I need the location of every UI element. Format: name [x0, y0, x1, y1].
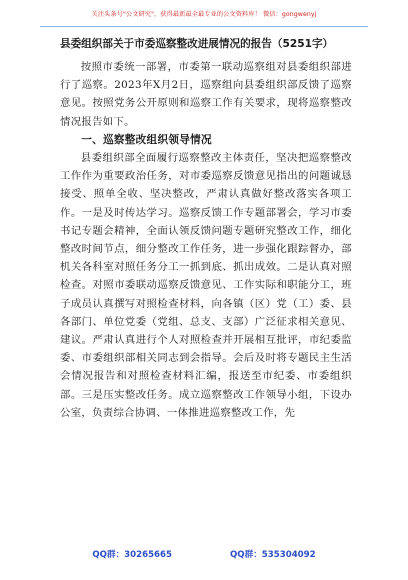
banner-text: 关注头条号"公文研究"，获得最新最全最专业的公文资料库！ 微信：gongwenyj [91, 10, 317, 18]
section-heading: 一、巡察整改组织领导情况 [81, 133, 212, 146]
header-banner [40, 0, 368, 27]
body-paragraph: 县委组织部全面履行巡察整改主体责任，坚决把巡察整改工作作为重要政治任务，对市委巡察反馈意见指出的问题诚恳接受、照单全收、坚决整改，严肃认真做好整改落实各项工作。一是及时传达学习。巡察反馈工作专题部署会，学习市委书记专题会精神，全面认领反馈问题专题研究整改工作，细化整改时间节点，细分整改工作任务，进一步强化跟踪督办，部机关各科室对照任务分工一抓到底、抓出成效。二是认真对照检查。对照市委联动巡察反馈意见、工作实际和职能分工，班子成员认真撰写对照检查材料，向各镇（区）党（工）委、县各部门、单位党委（党组、总支、支部）广泛征求相关意见、建议。严肃认真进行个人对照检查并开展相互批评，市纪委监委、市委组织部相关同志到会指导。会后及时将专题民主生活会情况报告和对照检查材料汇编，报送至市纪委、市委组织部。三是压实整改任务。成立巡察整改工作领导小组，下设办公室，负责综合协调、一体推进巡察整改工作，先 [60, 152, 352, 419]
qq-group-1: QQ群：30265665 [92, 550, 172, 560]
footer [0, 548, 408, 560]
qq-group-2: QQ群：535304092 [230, 550, 316, 560]
intro-paragraph: 按照市委统一部署，市委第一联动巡察组对县委组织部进行了巡察。2023年X月2日，巡察组向县委组织部反馈了巡察意见。按照党务公开原则和巡察工作有关要求，现将巡察整改情况报告如下。 [60, 61, 352, 128]
document-body [60, 58, 352, 422]
document-title: 县委组织部关于市委巡察整改进展情况的报告（5251字） [60, 38, 334, 50]
